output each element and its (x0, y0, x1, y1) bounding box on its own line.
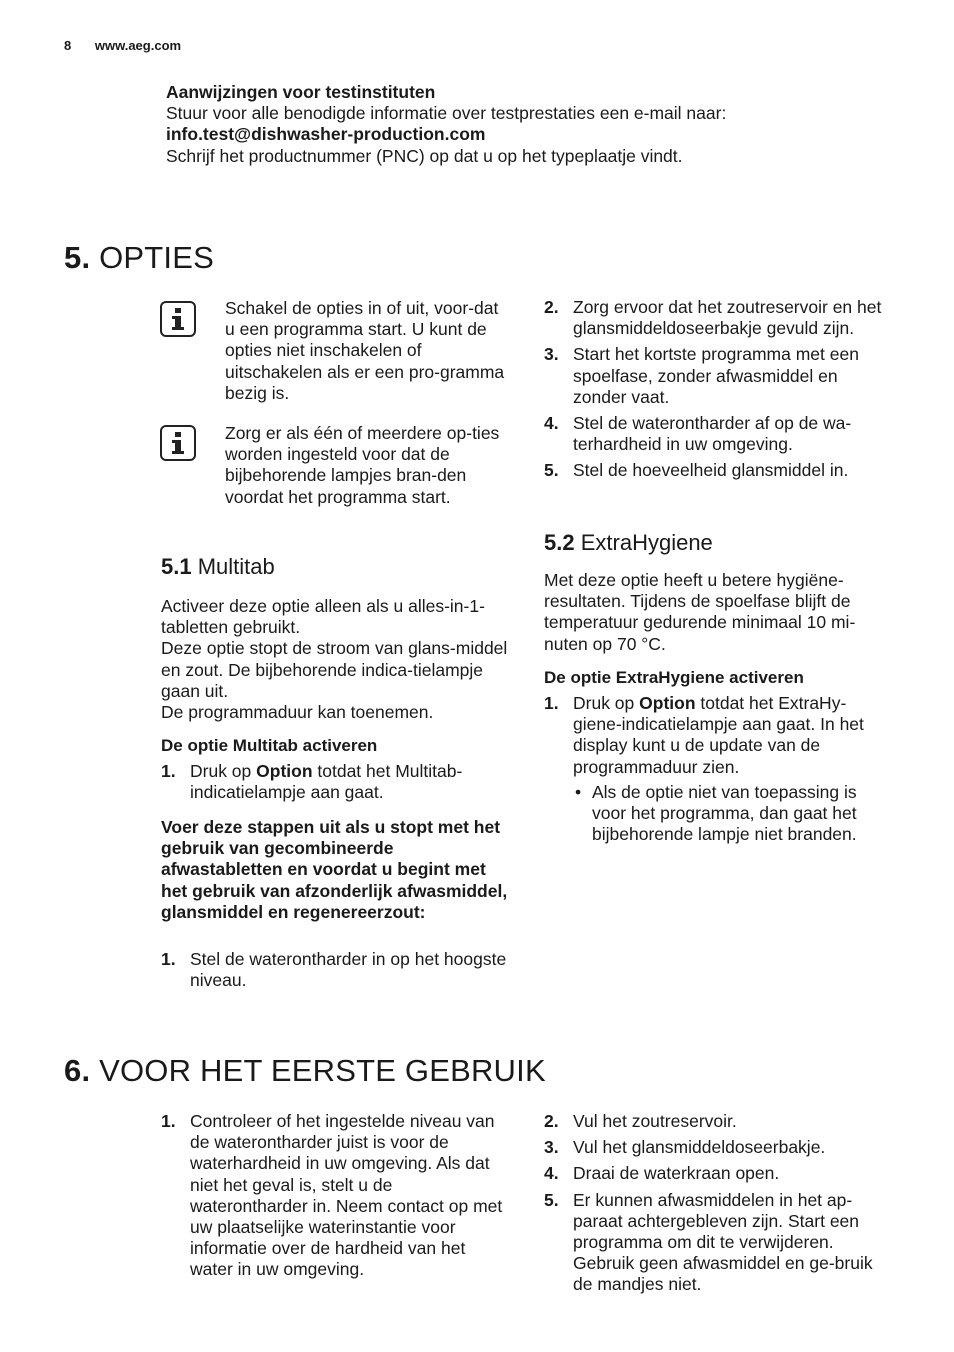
page-number: 8 (64, 38, 72, 53)
step-number: 3. (544, 1137, 559, 1158)
step-text: Druk op (573, 693, 640, 713)
extrahygiene-description: Met deze optie heeft u betere hygiëne-resultaten. Tijdens de spoelfase blijft de temperatuur gedurende minimaal 10 mi-nuten op 70 °C. (544, 570, 856, 654)
step-number: 1. (161, 761, 176, 781)
multitab-description (161, 596, 511, 723)
step-text: Zorg ervoor dat het zoutreservoir en het glansmiddeldoseerbakje gevuld zijn. (573, 297, 882, 339)
section-6-title: VOOR HET EERSTE GEBRUIK (99, 1053, 546, 1088)
list-item (544, 1163, 894, 1184)
step-text: Stel de hoeveelheid glansmiddel in. (573, 460, 849, 481)
subsection-5-1-number: 5.1 (161, 554, 192, 579)
section-6-heading (64, 1053, 546, 1089)
test-institutes-title: Aanwijzingen voor testinstituten (166, 82, 436, 102)
list-item (573, 782, 894, 846)
multitab-para-2: Deze optie stopt de stroom van glans-middel en zout. De bijbehorende indica-tielampje gaan uit. (161, 638, 508, 701)
info-icon (160, 425, 196, 466)
page-header (64, 38, 181, 53)
list-item (544, 344, 894, 408)
step-text: Draai de waterkraan open. (573, 1163, 780, 1184)
test-institutes-block (166, 82, 866, 167)
section-5-heading (64, 240, 214, 276)
extrahygiene-activate-title: De optie ExtraHygiene activeren (544, 668, 804, 687)
subsection-5-2-heading (544, 530, 713, 556)
list-item (544, 693, 894, 845)
option-keyword: Option (639, 693, 696, 713)
step-number: 3. (544, 344, 559, 365)
step-text: Vul het glansmiddeldoseerbakje. (573, 1137, 826, 1158)
step-number: 1. (544, 693, 559, 713)
list-item (161, 949, 511, 991)
site-url: www.aeg.com (94, 38, 182, 53)
multitab-para-1: Activeer deze optie alleen als u alles-in-1-tabletten gebruikt. (161, 596, 485, 638)
list-item (544, 1137, 894, 1158)
list-item (161, 1111, 511, 1281)
step-number: 4. (544, 1163, 559, 1184)
step-text: Druk op (190, 761, 257, 781)
step-text: Controleer of het ingestelde niveau van de waterontharder juist is voor de waterhardheid in uw omgeving. Als dat niet het geval is, stelt u de waterontharder in. Neem contact op met uw plaatselijke waterinstantie voor informatie over de hardheid van het water in uw omgeving. (190, 1111, 503, 1280)
section-6-number: 6. (64, 1053, 91, 1088)
bullet-text: Als de optie niet van toepassing is voor het programma, dan gaat het bijbehorende lampje niet branden. (592, 781, 857, 845)
step-text: Er kunnen afwasmiddelen in het ap-paraat achtergebleven zijn. Start een programma om dit te verwijderen. Gebruik geen afwasmiddel en ge-bruik de mandjes niet. (573, 1189, 873, 1295)
list-item (544, 460, 894, 481)
note-2: Zorg er als één of meerdere op-ties worden ingesteld voor dat de bijbehorende lampjes bran-den voordat het programma start. (225, 423, 500, 507)
extrahygiene-activate-steps (544, 693, 894, 850)
section-5-number: 5. (64, 240, 91, 275)
multitab-para-3: De programmaduur kan toenemen. (161, 702, 434, 723)
multitab-activate-steps (161, 761, 511, 808)
extrahygiene-bullets (573, 782, 894, 846)
step-number: 5. (544, 460, 559, 481)
step-text: totdat het ExtraHy-giene-indicatielampje aan gaat. In het display kunt u de update van de programmaduur zien. (573, 693, 864, 777)
multitab-warning: Voer deze stappen uit als u stopt met het gebruik van gecombineerde afwastabletten en voordat u begint met het gebruik van afzonderlijk afwasmiddel, glansmiddel en regenereerzout: (161, 817, 508, 922)
multitab-steps-right (544, 297, 894, 487)
note-1: Schakel de opties in of uit, voor-dat u een programma start. U kunt de opties niet inschakelen of uitschakelen als er een pro-gramma bezig is. (225, 298, 505, 403)
step-text: totdat het Multitab-indicatielampje aan gaat. (190, 761, 463, 803)
step-number: 1. (161, 1111, 176, 1131)
option-keyword: Option (256, 761, 313, 781)
subsection-5-1-title: Multitab (197, 554, 275, 579)
step-text: Vul het zoutreservoir. (573, 1111, 737, 1131)
test-institutes-email: info.test@dishwasher-production.com (166, 124, 486, 145)
step-number: 4. (544, 413, 559, 434)
list-item (544, 413, 894, 455)
info-icon (160, 301, 196, 342)
test-institutes-line2: Schrijf het productnummer (PNC) op dat u op het typeplaatje vindt. (166, 145, 683, 166)
step-number: 1. (161, 949, 176, 969)
step-text: Stel de waterontharder af op de wa-terhardheid in uw omgeving. (573, 413, 852, 455)
step-text: Stel de waterontharder in op het hoogste niveau. (190, 949, 507, 991)
list-item (544, 1190, 894, 1296)
subsection-5-1-heading (161, 554, 275, 580)
test-institutes-line1: Stuur voor alle benodigde informatie over testprestaties een e-mail naar: (166, 103, 727, 124)
section-5-title: OPTIES (99, 240, 214, 275)
multitab-activate-title: De optie Multitab activeren (161, 736, 378, 755)
step-number: 2. (544, 1111, 559, 1131)
first-use-steps-right (544, 1111, 894, 1301)
subsection-5-2-number: 5.2 (544, 530, 575, 555)
multitab-steps-left (161, 949, 511, 996)
list-item (544, 297, 894, 339)
step-number: 2. (544, 297, 559, 317)
subsection-5-2-title: ExtraHygiene (580, 530, 713, 555)
list-item (161, 761, 511, 803)
step-text: Start het kortste programma met een spoelfase, zonder afwasmiddel en zonder vaat. (573, 344, 859, 407)
bullet-icon: • (575, 781, 582, 802)
first-use-steps-left (161, 1111, 511, 1286)
step-number: 5. (544, 1189, 559, 1210)
list-item (544, 1111, 894, 1132)
